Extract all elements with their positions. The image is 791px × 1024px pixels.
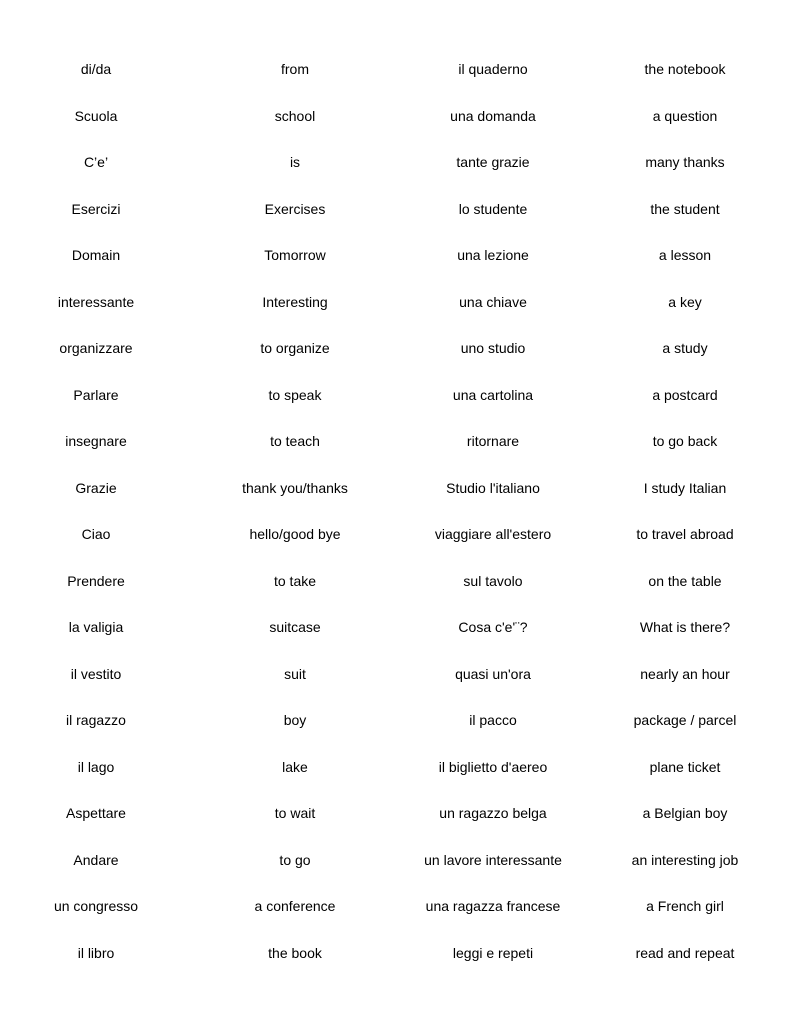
italian-term-left: Andare: [73, 851, 119, 868]
english-translation-right: a study: [662, 340, 708, 356]
table-row: [0, 93, 791, 140]
english-translation-left: suit: [284, 665, 306, 682]
english-translation-right: What is there?: [639, 619, 731, 635]
italian-term-right: un lavore interessante: [424, 851, 562, 868]
english-translation-right: an interesting job: [631, 851, 739, 868]
italian-term-right: una domanda: [450, 107, 536, 124]
english-translation-left: thank you/thanks: [242, 479, 348, 496]
english-translation-right: a lesson: [658, 247, 712, 263]
english-translation-left: boy: [283, 712, 307, 728]
italian-term-right: il pacco: [469, 712, 517, 728]
table-row: [0, 604, 791, 651]
italian-term-left: Prendere: [67, 572, 125, 589]
english-translation-right: the notebook: [644, 61, 726, 77]
table-row: [0, 418, 791, 465]
italian-term-left: un congresso: [53, 898, 139, 914]
english-translation-left: school: [274, 107, 316, 124]
english-translation-left: to organize: [260, 340, 330, 356]
italian-term-left: interessante: [57, 293, 135, 310]
table-row: [0, 465, 791, 512]
italian-term-right: lo studente: [458, 200, 528, 217]
table-row: [0, 186, 791, 233]
table-row: [0, 790, 791, 837]
english-translation-right: a key: [668, 293, 702, 310]
table-row: [0, 325, 791, 372]
table-row: [0, 837, 791, 884]
italian-term-left: la valigia: [68, 619, 124, 635]
english-translation-left: from: [281, 61, 309, 77]
table-row: [0, 744, 791, 791]
english-translation-left: is: [289, 154, 301, 170]
italian-term-right: una cartolina: [452, 386, 534, 403]
english-translation-right: on the table: [648, 572, 722, 589]
italian-term-right: uno studio: [460, 340, 526, 356]
table-row: [0, 279, 791, 326]
table-row: [0, 651, 791, 698]
english-translation-left: to go: [279, 851, 311, 868]
table-row: [0, 511, 791, 558]
english-translation-right: a postcard: [652, 386, 718, 403]
italian-term-left: Scuola: [74, 107, 118, 124]
english-translation-right: read and repeat: [635, 944, 735, 961]
italian-term-right: il biglietto d'aereo: [438, 758, 548, 775]
english-translation-right: to travel abroad: [636, 526, 734, 542]
italian-term-left: Esercizi: [71, 200, 121, 217]
italian-term-left: il vestito: [70, 665, 122, 682]
english-translation-right: a French girl: [646, 898, 724, 914]
italian-term-right: quasi un'ora: [455, 665, 531, 682]
italian-term-right: Studio l'italiano: [446, 479, 540, 496]
english-translation-left: to speak: [268, 386, 322, 403]
english-translation-right: I study Italian: [643, 479, 727, 496]
english-translation-right: nearly an hour: [640, 665, 730, 682]
italian-term-right: viaggiare all'estero: [434, 526, 552, 542]
table-row: [0, 232, 791, 279]
english-translation-right: many thanks: [645, 154, 725, 170]
english-translation-left: lake: [282, 758, 308, 775]
italian-term-left: Domain: [71, 247, 121, 263]
english-translation-right: plane ticket: [649, 758, 721, 775]
italian-term-left: C’e’: [83, 154, 109, 170]
english-translation-left: Exercises: [264, 200, 326, 217]
english-translation-left: to wait: [274, 805, 316, 821]
english-translation-left: Tomorrow: [264, 247, 326, 263]
italian-term-right: tante grazie: [456, 154, 530, 170]
table-row: [0, 697, 791, 744]
italian-term-left: il lago: [77, 758, 115, 775]
english-translation-left: to take: [273, 572, 317, 589]
italian-term-left: organizzare: [59, 340, 133, 356]
english-translation-left: Interesting: [262, 293, 328, 310]
italian-term-left: di/da: [80, 61, 112, 77]
italian-term-right: ritornare: [466, 433, 520, 449]
italian-term-right: Cosa c'e'¨?: [458, 619, 528, 635]
english-translation-right: a Belgian boy: [642, 805, 728, 821]
italian-term-right: una lezione: [457, 247, 529, 263]
italian-term-left: il ragazzo: [66, 712, 126, 728]
vocabulary-table: [0, 46, 791, 976]
english-translation-left: to teach: [270, 433, 320, 449]
english-translation-right: a question: [652, 107, 718, 124]
italian-term-left: insegnare: [65, 433, 127, 449]
italian-term-right: una chiave: [459, 293, 527, 310]
italian-term-right: leggi e repeti: [452, 944, 534, 961]
english-translation-right: to go back: [652, 433, 718, 449]
italian-term-right: un ragazzo belga: [439, 805, 547, 821]
table-row: [0, 930, 791, 977]
italian-term-left: Parlare: [73, 386, 119, 403]
english-translation-right: the student: [650, 200, 720, 217]
italian-term-right: sul tavolo: [463, 572, 523, 589]
italian-term-right: una ragazza francese: [425, 898, 561, 914]
english-translation-right: package / parcel: [633, 712, 737, 728]
italian-term-left: Aspettare: [66, 805, 126, 821]
table-row: [0, 558, 791, 605]
italian-term-right: il quaderno: [458, 61, 528, 77]
english-translation-left: hello/good bye: [249, 526, 341, 542]
italian-term-left: il libro: [77, 944, 115, 961]
english-translation-left: the book: [268, 944, 322, 961]
english-translation-left: a conference: [254, 898, 336, 914]
table-row: [0, 372, 791, 419]
english-translation-left: suitcase: [269, 619, 321, 635]
table-row: [0, 883, 791, 930]
italian-term-left: Grazie: [75, 479, 117, 496]
italian-term-left: Ciao: [81, 526, 111, 542]
table-row: [0, 139, 791, 186]
table-row: [0, 46, 791, 93]
